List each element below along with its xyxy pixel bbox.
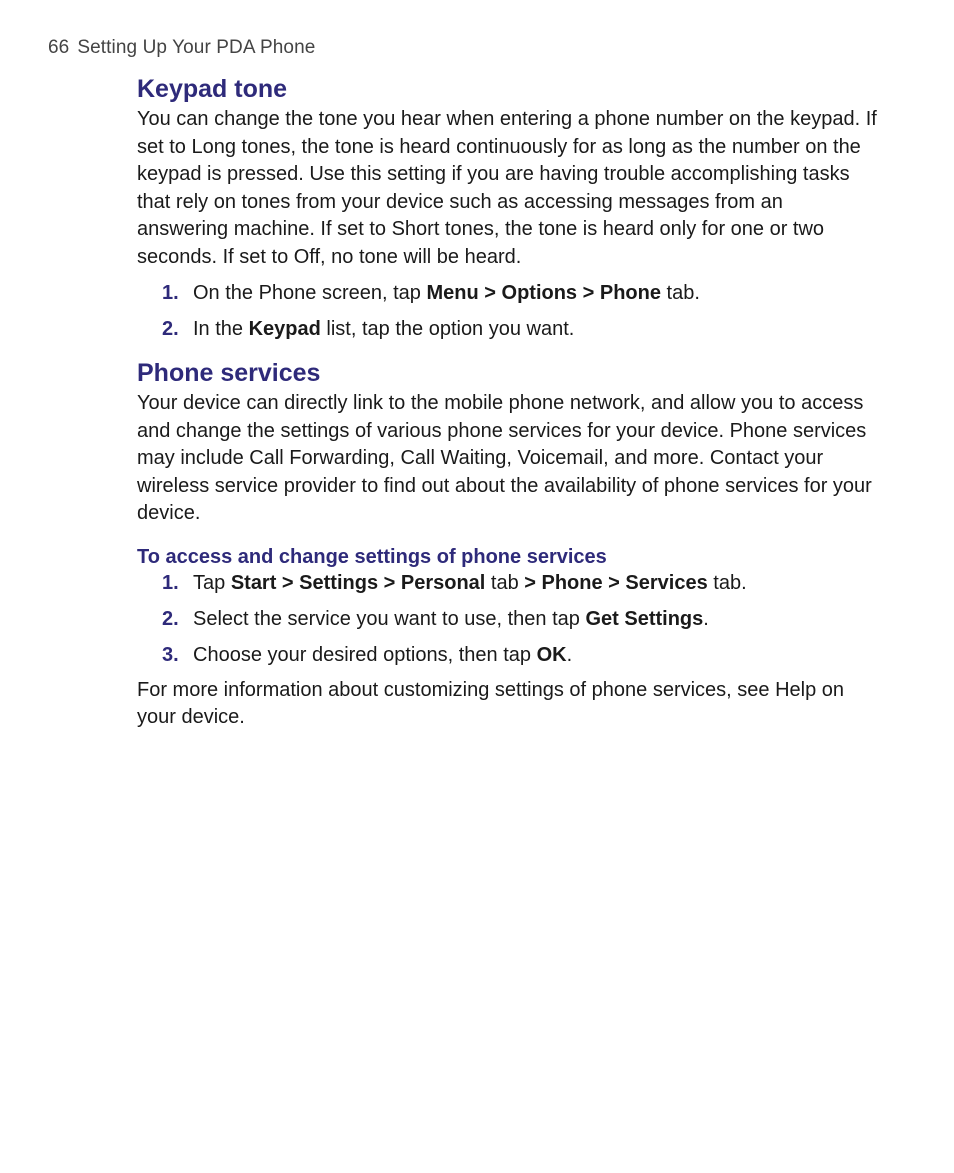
running-header bbox=[48, 37, 315, 59]
services-step-2 bbox=[137, 606, 877, 633]
running-title: Setting Up Your PDA Phone bbox=[77, 37, 316, 58]
step-text-end: tab. bbox=[660, 282, 700, 304]
step-ui-path-2: > Phone > Services bbox=[524, 571, 708, 594]
step-ui-path: Start > Settings > Personal bbox=[230, 571, 486, 594]
step-text-end: . bbox=[703, 607, 709, 630]
step-text: On the Phone screen, tap bbox=[193, 282, 427, 304]
keypad-step-1 bbox=[137, 280, 877, 307]
step-number: 3. bbox=[162, 643, 179, 666]
procedure-heading: To access and change settings of phone services bbox=[137, 545, 607, 568]
step-text-end: . bbox=[566, 643, 573, 666]
services-step-1 bbox=[137, 570, 877, 597]
page-content bbox=[137, 72, 877, 732]
footer-note: For more information about customizing settings of phone services, see Help on your device. bbox=[137, 678, 845, 728]
step-number: 1. bbox=[162, 282, 179, 304]
keypad-step-2 bbox=[137, 316, 877, 343]
step-text-mid: tab bbox=[485, 571, 525, 594]
step-number: 1. bbox=[162, 571, 179, 594]
phone-services-steps bbox=[137, 570, 877, 669]
step-text-end: list, tap the option you want. bbox=[320, 318, 575, 340]
step-text: Choose your desired options, then tap bbox=[193, 643, 537, 666]
step-ui-path: Menu > Options > Phone bbox=[426, 282, 661, 304]
page-number: 66 bbox=[48, 37, 70, 58]
step-text: In the bbox=[193, 318, 249, 340]
keypad-tone-body: You can change the tone you hear when entering a phone number on the keypad. If set to Long tones, the tone is heard continuously for as long as the number on the keypad is pressed. Use this setting if you are having trouble accomplishing tasks that rely on tones from your device such as accessing messages from an answering machine. If set to Short tones, the tone is heard only for one or two seconds. If set to Off, no tone will be heard. bbox=[137, 108, 877, 268]
step-ui-path: Keypad bbox=[248, 318, 321, 340]
phone-services-heading: Phone services bbox=[137, 359, 321, 387]
step-ui-path: Get Settings bbox=[585, 607, 704, 630]
phone-services-body: Your device can directly link to the mobile phone network, and allow you to access and change the settings of various phone services for your device. Phone services may include Call Forwarding, Call Waiting, Voicemail, and more. Contact your wireless service provider to find out about the availability of phone services for your device. bbox=[137, 392, 872, 524]
step-text: Tap bbox=[193, 571, 231, 594]
step-text-end: tab. bbox=[707, 571, 747, 594]
step-number: 2. bbox=[162, 607, 179, 630]
step-number: 2. bbox=[162, 318, 179, 340]
keypad-tone-heading: Keypad tone bbox=[137, 75, 288, 103]
step-ui-path: OK bbox=[536, 643, 567, 666]
step-text: Select the service you want to use, then tap bbox=[193, 607, 586, 630]
services-step-3 bbox=[137, 642, 877, 669]
keypad-tone-steps bbox=[137, 280, 877, 343]
